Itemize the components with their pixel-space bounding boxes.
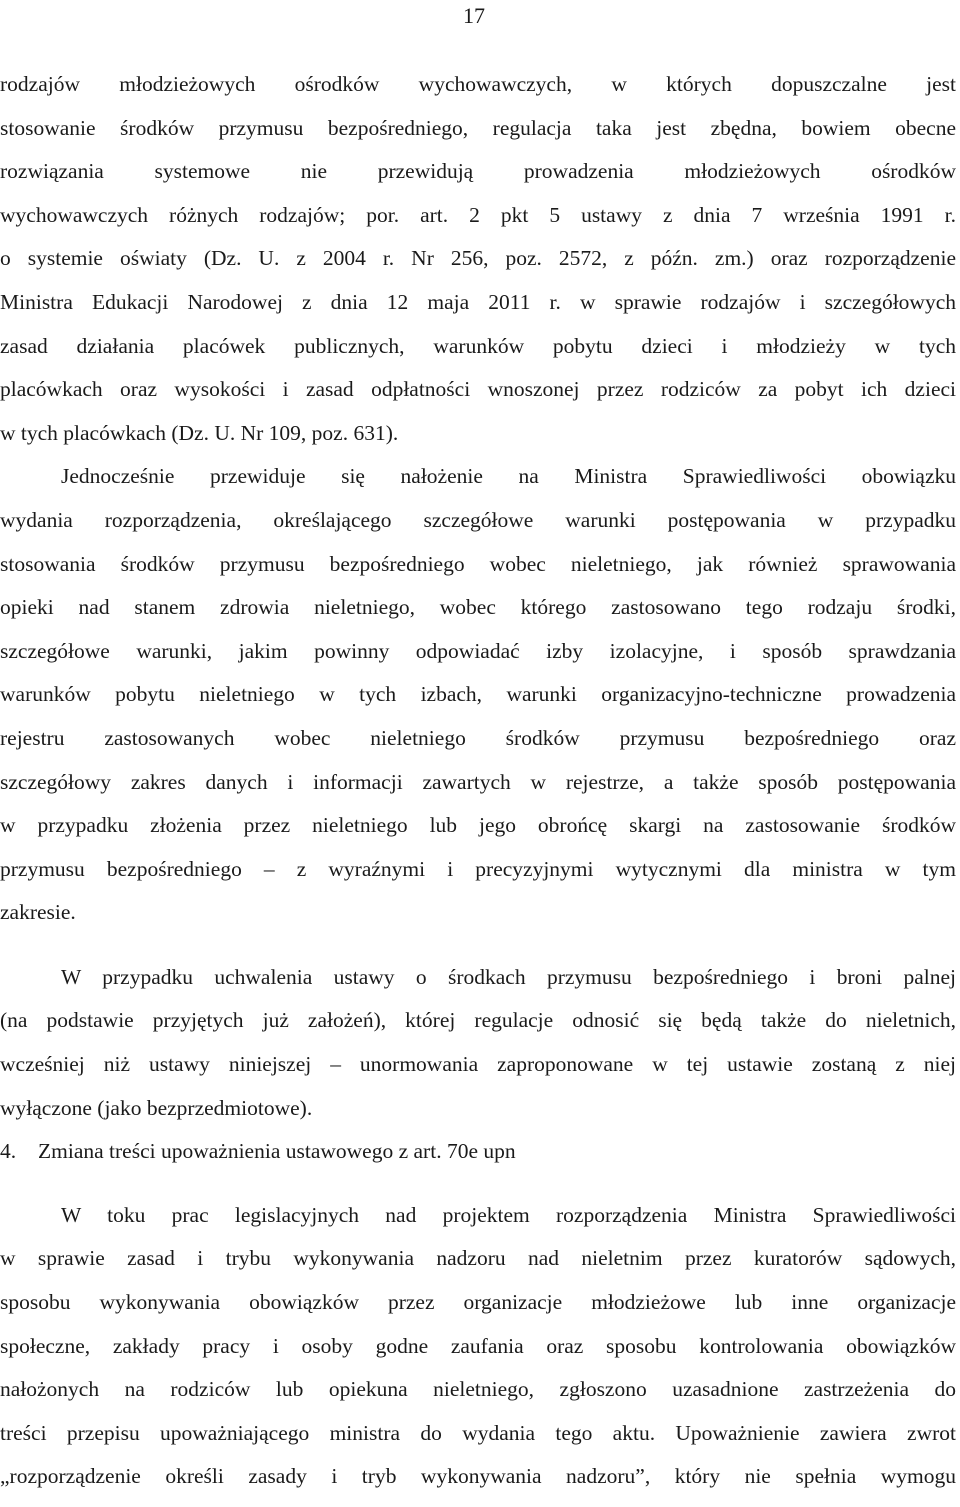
text-line: w sprawie zasad i trybu wykonywania nadzoru nad nieletnim przez kuratorów sądowych, bbox=[0, 1246, 956, 1271]
paragraph-spacer bbox=[0, 935, 956, 956]
text-line: wydania rozporządzenia, określającego szczegółowe warunki postępowania w przypadku bbox=[0, 507, 956, 532]
text-line: zasad działania placówek publicznych, warunków pobytu dzieci i młodzieży w tych bbox=[0, 333, 956, 358]
text-line: W toku prac legislacyjnych nad projektem rozporządzenia Ministra Sprawiedliwości bbox=[61, 1202, 956, 1227]
document-body bbox=[0, 63, 956, 1499]
paragraph-4 bbox=[0, 1194, 956, 1499]
text-line: treści przepisu upoważniającego ministra do wydania tego aktu. Upoważnienie zawiera zwrot bbox=[0, 1420, 956, 1445]
text-line: wcześniej niż ustawy niniejszej – unormowania zaproponowane w tej ustawie zostaną z niej bbox=[0, 1052, 956, 1077]
text-line: „rozporządzenie określi zasady i tryb wykonywania nadzoru”, który nie spełnia wymogu bbox=[0, 1464, 956, 1489]
page-number: 17 bbox=[463, 3, 485, 28]
text-line: szczegółowy zakres danych i informacji zawartych w rejestrze, a także sposób postępowania bbox=[0, 769, 956, 794]
text-line: placówkach oraz wysokości i zasad odpłatności wnoszonej przez rodziców za pobyt ich dzieci bbox=[0, 377, 956, 402]
text-line: społeczne, zakłady pracy i osoby godne zaufania oraz sposobu kontrolowania obowiązków bbox=[0, 1333, 956, 1358]
text-line: nałożonych na rodziców lub opiekuna nieletniego, zgłoszono uzasadnione zastrzeżenia do bbox=[0, 1377, 956, 1402]
text-line: rejestru zastosowanych wobec nieletniego środków przymusu bezpośredniego oraz bbox=[0, 725, 956, 750]
text-line: rodzajów młodzieżowych ośrodków wychowawczych, w których dopuszczalne jest bbox=[0, 72, 956, 96]
text-line: rozwiązania systemowe nie przewidują prowadzenia młodzieżowych ośrodków bbox=[0, 159, 956, 184]
text-line: sposobu wykonywania obowiązków przez organizacje młodzieżowe lub inne organizacje bbox=[0, 1290, 956, 1315]
text-line: Ministra Edukacji Narodowej z dnia 12 maja 2011 r. w sprawie rodzajów i szczegółowych bbox=[0, 289, 956, 314]
section-title: Zmiana treści upoważnienia ustawowego z art. 70e upn bbox=[38, 1139, 516, 1164]
text-line: przymusu bezpośredniego – z wyraźnymi i precyzyjnymi wytycznymi dla ministra w tym bbox=[0, 856, 956, 881]
text-line: o systemie oświaty (Dz. U. z 2004 r. Nr 256, poz. 2572, z późn. zm.) oraz rozporządzenie bbox=[0, 246, 956, 271]
paragraph-1 bbox=[0, 63, 956, 455]
text-line: szczegółowe warunki, jakim powinny odpowiadać izby izolacyjne, i sposób sprawdzania bbox=[0, 638, 956, 663]
paragraph-2 bbox=[0, 455, 956, 935]
text-line: wyłączone (jako bezprzedmiotowe). bbox=[0, 1095, 313, 1120]
text-line: w tych placówkach (Dz. U. Nr 109, poz. 631). bbox=[0, 420, 399, 445]
text-line: wychowawczych różnych rodzajów; por. art. 2 pkt 5 ustawy z dnia 7 września 1991 r. bbox=[0, 202, 956, 227]
text-line: W przypadku uchwalenia ustawy o środkach przymusu bezpośredniego i broni palnej bbox=[61, 964, 956, 989]
text-line: stosowanie środków przymusu bezpośredniego, regulacja taka jest zbędna, bowiem obecne bbox=[0, 115, 956, 140]
text-line: w przypadku złożenia przez nieletniego lub jego obrońcę skargi na zastosowanie środków bbox=[0, 813, 956, 838]
text-line: stosowania środków przymusu bezpośredniego wobec nieletniego, jak również sprawowania bbox=[0, 551, 956, 576]
section-number: 4. bbox=[0, 1139, 17, 1164]
text-line: Jednocześnie przewiduje się nałożenie na Ministra Sprawiedliwości obowiązku bbox=[61, 464, 956, 489]
text-line: warunków pobytu nieletniego w tych izbach, warunki organizacyjno-techniczne prowadzenia bbox=[0, 682, 956, 707]
text-line: opieki nad stanem zdrowia nieletniego, wobec którego zastosowano tego rodzaju środki, bbox=[0, 595, 956, 620]
section-heading bbox=[0, 1130, 956, 1174]
text-line: (na podstawie przyjętych już założeń), której regulacje odnosić się będą także do nieletnich, bbox=[0, 1008, 956, 1033]
text-line: zakresie. bbox=[0, 900, 76, 925]
paragraph-spacer bbox=[0, 1174, 956, 1194]
paragraph-3 bbox=[0, 956, 956, 1130]
